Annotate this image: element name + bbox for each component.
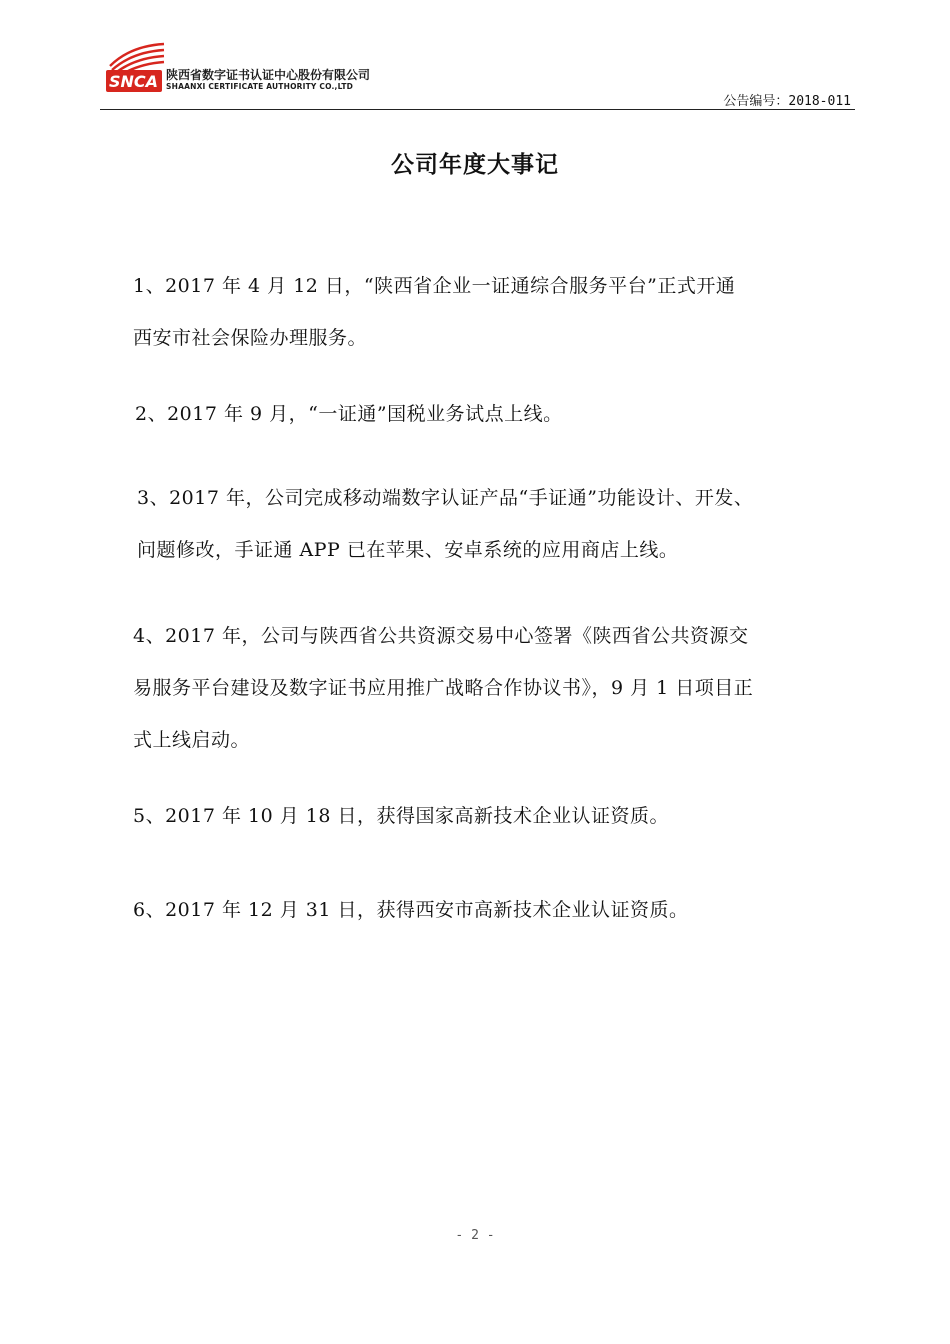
event-line: 西安市社会保险办理服务。 <box>133 327 368 349</box>
page-number: - 2 - <box>455 1228 495 1243</box>
document-title: 公司年度大事记 <box>391 152 559 178</box>
snca-logo-icon <box>100 40 166 100</box>
notice-number: 公告编号：2018-011 <box>723 94 851 109</box>
document-header <box>100 40 855 110</box>
event-line: 易服务平台建设及数字证书应用推广战略合作协议书》，9 月 1 日项目正 <box>133 677 754 699</box>
event-entry-6 <box>133 884 833 936</box>
event-line: 5、2017 年 10 月 18 日，获得国家高新技术企业认证资质。 <box>133 805 669 827</box>
event-line: 4、2017 年，公司与陕西省公共资源交易中心签署《陕西省公共资源交 <box>133 625 749 647</box>
event-entry-2 <box>135 388 835 440</box>
event-line: 问题修改，手证通 APP 已在苹果、安卓系统的应用商店上线。 <box>137 539 679 561</box>
company-name-cn: 陕西省数字证书认证中心股份有限公司 <box>166 68 371 82</box>
event-entry-3 <box>137 472 837 576</box>
event-line: 3、2017 年，公司完成移动端数字认证产品“手证通”功能设计、开发、 <box>137 487 754 509</box>
event-line: 式上线启动。 <box>133 729 251 751</box>
header-divider <box>100 109 855 110</box>
company-logo <box>100 40 370 102</box>
event-entry-5 <box>133 790 833 842</box>
event-line: 2、2017 年 9 月，“一证通”国税业务试点上线。 <box>135 403 563 425</box>
event-line: 1、2017 年 4 月 12 日，“陕西省企业一证通综合服务平台”正式开通 <box>133 275 736 297</box>
event-entry-4 <box>133 610 833 766</box>
event-line: 6、2017 年 12 月 31 日，获得西安市高新技术企业认证资质。 <box>133 899 689 921</box>
logo-mark-text: SNCA <box>109 72 159 91</box>
event-entry-1 <box>133 260 833 364</box>
company-name-en: SHAANXI CERTIFICATE AUTHORITY CO.,LTD <box>166 82 354 91</box>
